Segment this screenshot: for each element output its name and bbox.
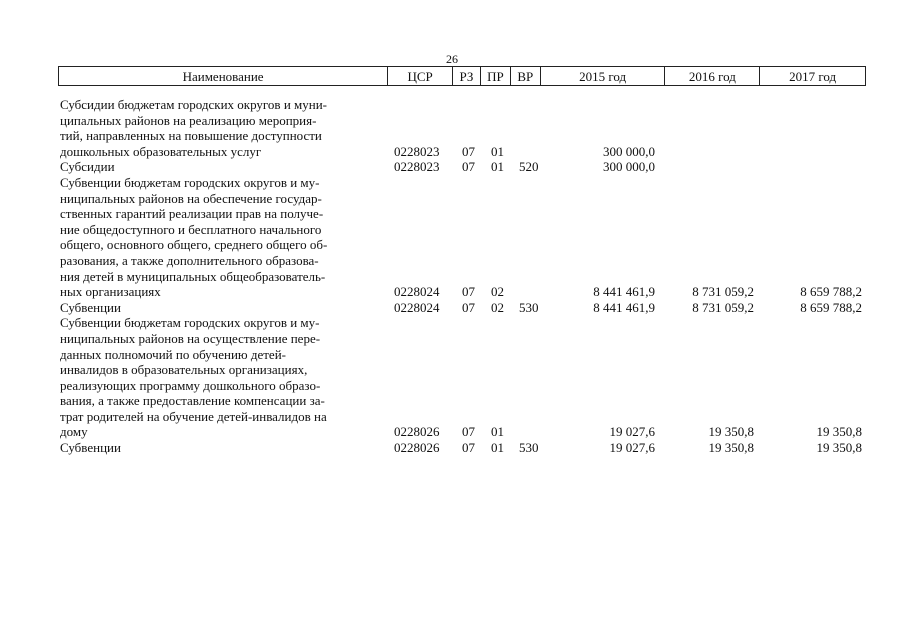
header-name: Наименование [59,67,388,85]
row-pr: 01 [491,424,504,440]
row-csr: 0228024 [394,299,440,315]
header-2015: 2015 год [541,67,666,85]
page-number: 26 [446,52,458,66]
row-csr: 0228026 [394,440,440,456]
table-row [60,315,866,440]
row-pr: 02 [491,284,504,300]
row-values [60,284,866,300]
row-name-line: общего, основного общего, среднего общего об- [60,237,328,253]
row-name-line: Субвенции [60,299,121,315]
row-name-line: ных организациях [60,284,161,300]
row-csr: 0228023 [394,143,440,159]
table-row [60,97,866,159]
header-2017: 2017 год [789,69,837,84]
row-name-line: разования, а также дополнительного образова- [60,252,319,268]
row-amount-2015: 19 027,6 [609,440,655,456]
row-name-line: ния детей в муниципальных общеобразователь- [60,268,326,284]
row-rz: 07 [462,424,475,440]
row-name-line: Субсидии бюджетам городских округов и муни- [60,97,328,112]
table-row [60,159,866,175]
row-vr: 530 [519,299,539,315]
header-vr: ВР [511,67,541,85]
row-values [60,424,866,440]
row-csr: 0228024 [394,284,440,300]
row-amount-2016: 8 731 059,2 [692,299,754,315]
row-name-line: реализующих программу дошкольного образо- [60,377,321,393]
row-pr: 01 [491,143,504,159]
header-pr: ПР [481,67,511,85]
row-name-line: Субвенции бюджетам городских округов и му- [60,174,320,190]
table-row [60,175,866,300]
row-rz: 07 [462,440,475,456]
row-csr: 0228023 [394,159,440,175]
table-body [60,97,866,456]
row-name-line: вания, а также предоставление компенсации за- [60,393,325,409]
row-values [60,440,866,456]
row-values [60,300,866,316]
row-name-line: инвалидов в образовательных организациях, [60,362,308,378]
row-amount-2015: 19 027,6 [609,424,655,440]
row-name-line: трат родителей на обучение детей-инвалидов на [60,408,327,424]
row-name-line: дошкольных образовательных услуг [60,143,262,159]
row-amount-2017: 19 350,8 [816,440,862,456]
table-row [60,300,866,316]
header-2016: 2016 год [665,67,760,85]
row-vr: 520 [519,159,539,175]
table-header [58,66,866,86]
header-csr: ЦСР [388,67,453,85]
row-amount-2015: 8 441 461,9 [593,284,655,300]
row-amount-2017: 19 350,8 [816,424,862,440]
header-rz: РЗ [453,67,481,85]
row-vr: 530 [519,440,539,456]
row-amount-2016: 19 350,8 [708,440,754,456]
table-row [60,440,866,456]
row-name-line: ние общедоступного и бесплатного начального [60,221,322,237]
row-amount-2015: 300 000,0 [603,159,655,175]
row-name [60,175,382,300]
row-name-line: Субвенции [60,440,121,456]
row-values [60,144,866,160]
row-name-line: Субсидии [60,159,115,175]
row-amount-2017: 8 659 788,2 [800,284,862,300]
row-name-line: ниципальных районов на осуществление пере- [60,330,321,346]
row-name-line: ственных гарантий реализации прав на получе- [60,206,324,222]
row-rz: 07 [462,159,475,175]
row-name-line: ципальных районов на реализацию мероприя- [60,112,317,128]
row-name-line: тий, направленных на повышение доступности [60,128,322,144]
row-name-line: дому [60,424,88,440]
row-csr: 0228026 [394,424,440,440]
row-name [60,315,382,440]
row-rz: 07 [462,143,475,159]
row-pr: 01 [491,159,504,175]
row-amount-2017: 8 659 788,2 [800,299,862,315]
row-pr: 01 [491,440,504,456]
row-rz: 07 [462,299,475,315]
row-name-line: ниципальных районов на обеспечение государ- [60,190,322,206]
row-name-line: Субвенции бюджетам городских округов и му- [60,315,320,331]
row-amount-2015: 8 441 461,9 [593,299,655,315]
row-pr: 02 [491,299,504,315]
row-amount-2015: 300 000,0 [603,143,655,159]
row-amount-2016: 8 731 059,2 [692,284,754,300]
row-values [60,159,866,175]
row-rz: 07 [462,284,475,300]
row-name-line: данных полномочий по обучению детей- [60,346,286,362]
row-amount-2016: 19 350,8 [708,424,754,440]
